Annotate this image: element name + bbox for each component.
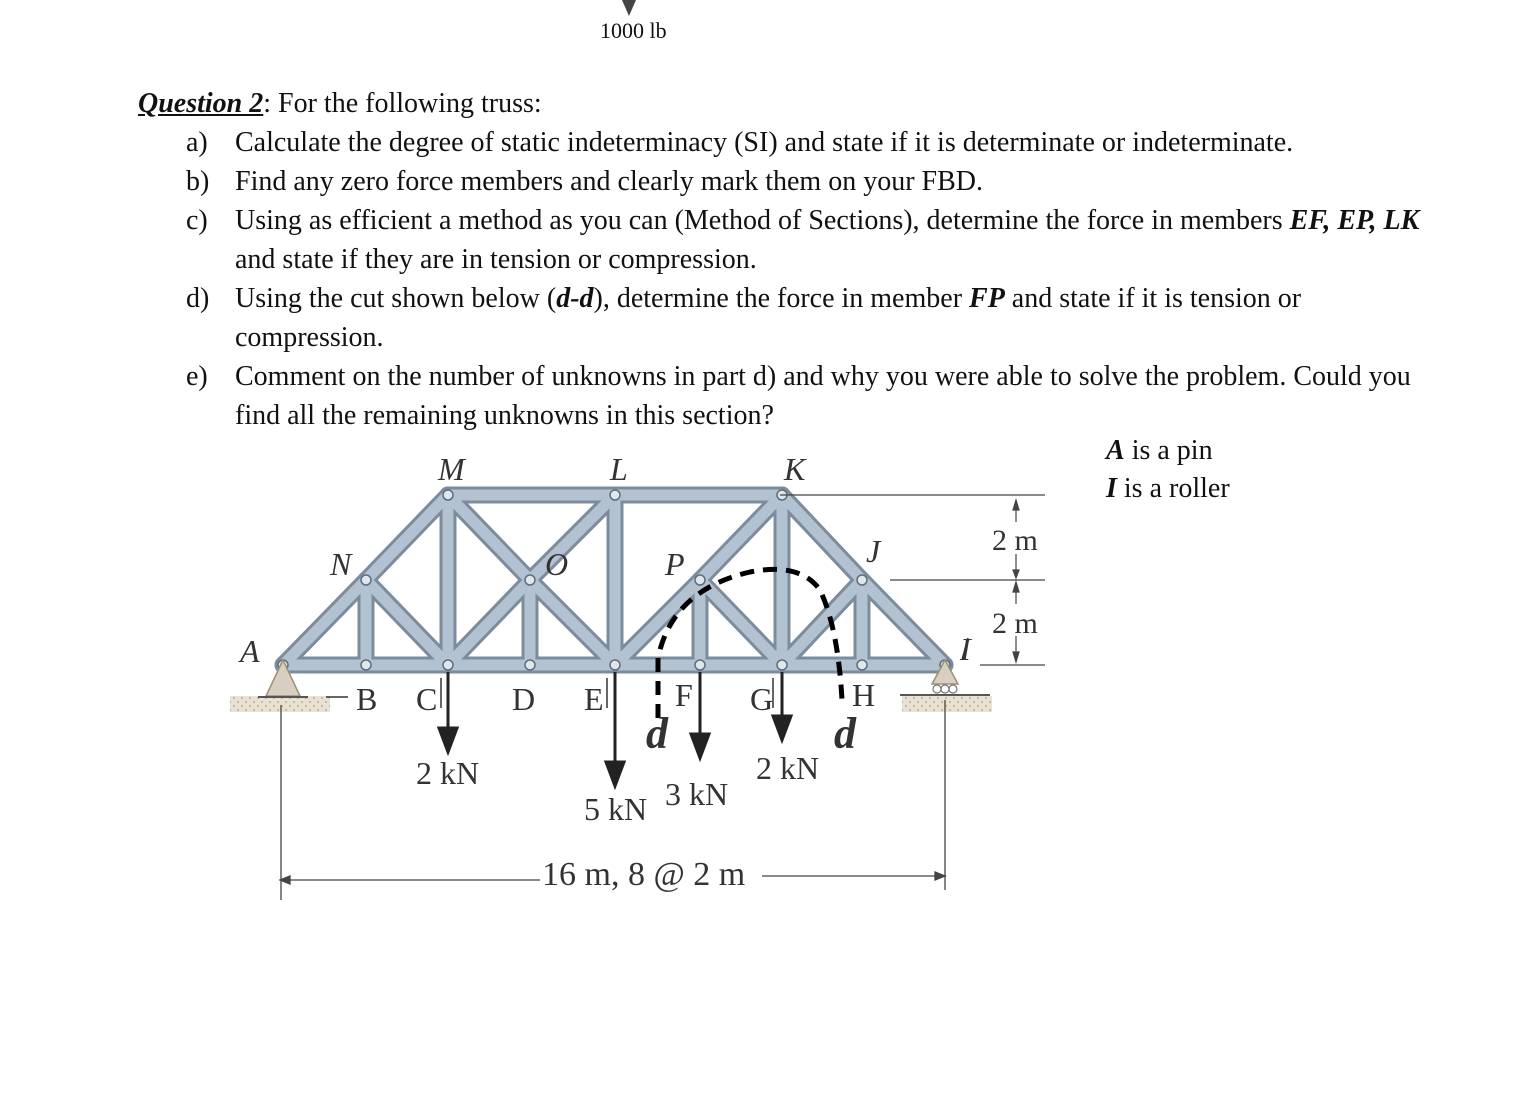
node-label-C: C — [416, 681, 438, 717]
top-load-label: 1000 lb — [600, 18, 667, 43]
node-label-I: I — [960, 631, 971, 667]
member-NC-face — [366, 580, 448, 665]
item-marker: e) — [186, 361, 208, 392]
dim-height-top: 2 m — [992, 524, 1038, 557]
item-text-mid: ), determine the force in member — [593, 283, 970, 314]
member-JI-face — [862, 580, 945, 665]
node-label-O: O — [545, 546, 569, 582]
node-label-J: J — [866, 533, 881, 569]
joint-F — [695, 660, 705, 670]
item-text: Calculate the degree of static indeterminacy (SI) and state if it is determinate or indeterminate. — [235, 127, 1294, 158]
joint-N — [361, 575, 371, 585]
member-OL-face — [530, 495, 615, 580]
node-label-E: E — [584, 681, 604, 717]
joint-E — [610, 660, 620, 670]
dim-span: 16 m, 8 @ 2 m — [542, 856, 746, 893]
joint-G — [777, 660, 787, 670]
load-arrow-G — [773, 672, 791, 740]
member-NM-face — [366, 495, 448, 580]
joint-B — [361, 660, 371, 670]
load-label-E: 5 kN — [584, 791, 648, 827]
node-label-K: K — [784, 451, 806, 487]
item-bold-member: FP — [969, 283, 1005, 314]
item-text-after: and state if it is tension or compression. — [235, 283, 1302, 353]
item-marker: d) — [186, 283, 210, 314]
item-marker: b) — [186, 166, 210, 197]
joint-O — [525, 575, 535, 585]
joint-C — [443, 660, 453, 670]
dim-height-bottom: 2 m — [992, 607, 1038, 640]
member-KJ-face — [782, 495, 862, 580]
item-text: Find any zero force members and clearly mark them on your FBD. — [235, 166, 984, 197]
joint-H — [857, 660, 867, 670]
member-CO-face — [448, 580, 530, 665]
item-marker: c) — [186, 205, 208, 236]
support-note-node: I — [1106, 473, 1117, 504]
joint-D — [525, 660, 535, 670]
node-label-N: N — [330, 546, 352, 582]
member-MO-face — [448, 495, 530, 580]
node-label-G: G — [750, 681, 774, 717]
joint-J — [857, 575, 867, 585]
node-label-A: A — [240, 633, 260, 669]
node-label-F: F — [675, 677, 693, 713]
member-JG-face — [782, 580, 862, 665]
item-text-before: Using the cut shown below ( — [235, 283, 557, 314]
node-label-L: L — [610, 451, 628, 487]
member-PG-face — [700, 580, 782, 665]
support-note-text: is a roller — [1116, 473, 1230, 504]
joint-L — [610, 490, 620, 500]
member-EP-face — [615, 580, 700, 665]
ground-right — [902, 696, 992, 712]
joint-P — [695, 575, 705, 585]
member-AN-face — [283, 580, 366, 665]
truss-members — [283, 495, 945, 665]
node-label-B: B — [356, 681, 378, 717]
cut-label-left: d — [646, 709, 668, 758]
item-text-before: Using as efficient a method as you can (Method of Sections), determine the force in members — [235, 205, 1290, 236]
item-marker: a) — [186, 127, 208, 158]
load-label-C: 2 kN — [416, 755, 480, 791]
question-intro: : For the following truss: — [263, 88, 542, 119]
node-label-H: H — [852, 677, 876, 713]
node-label-D: D — [512, 681, 536, 717]
joint-M — [443, 490, 453, 500]
load-label-F: 3 kN — [665, 776, 729, 812]
load-arrow-F — [691, 672, 709, 758]
load-label-G: 2 kN — [756, 750, 820, 786]
support-note-node: A — [1106, 435, 1125, 466]
support-note-text: is a pin — [1124, 435, 1213, 466]
load-arrow-E — [606, 672, 624, 786]
question-title: Question 2 — [138, 88, 264, 119]
ground-left — [230, 696, 330, 712]
node-label-M: M — [438, 451, 465, 487]
node-label-P: P — [665, 546, 685, 582]
item-bold-cut: d-d — [556, 283, 594, 314]
member-OE-face — [530, 580, 615, 665]
cut-label-right: d — [834, 709, 856, 758]
load-arrows — [439, 672, 791, 786]
item-text-after: and state if they are in tension or compression. — [235, 244, 757, 275]
item-text: Comment on the number of unknowns in part d) and why you were able to solve the problem. Could you find all the remaining unknowns in this section? — [235, 361, 1411, 431]
item-bold-members: EF, EP, LK — [1289, 205, 1420, 236]
